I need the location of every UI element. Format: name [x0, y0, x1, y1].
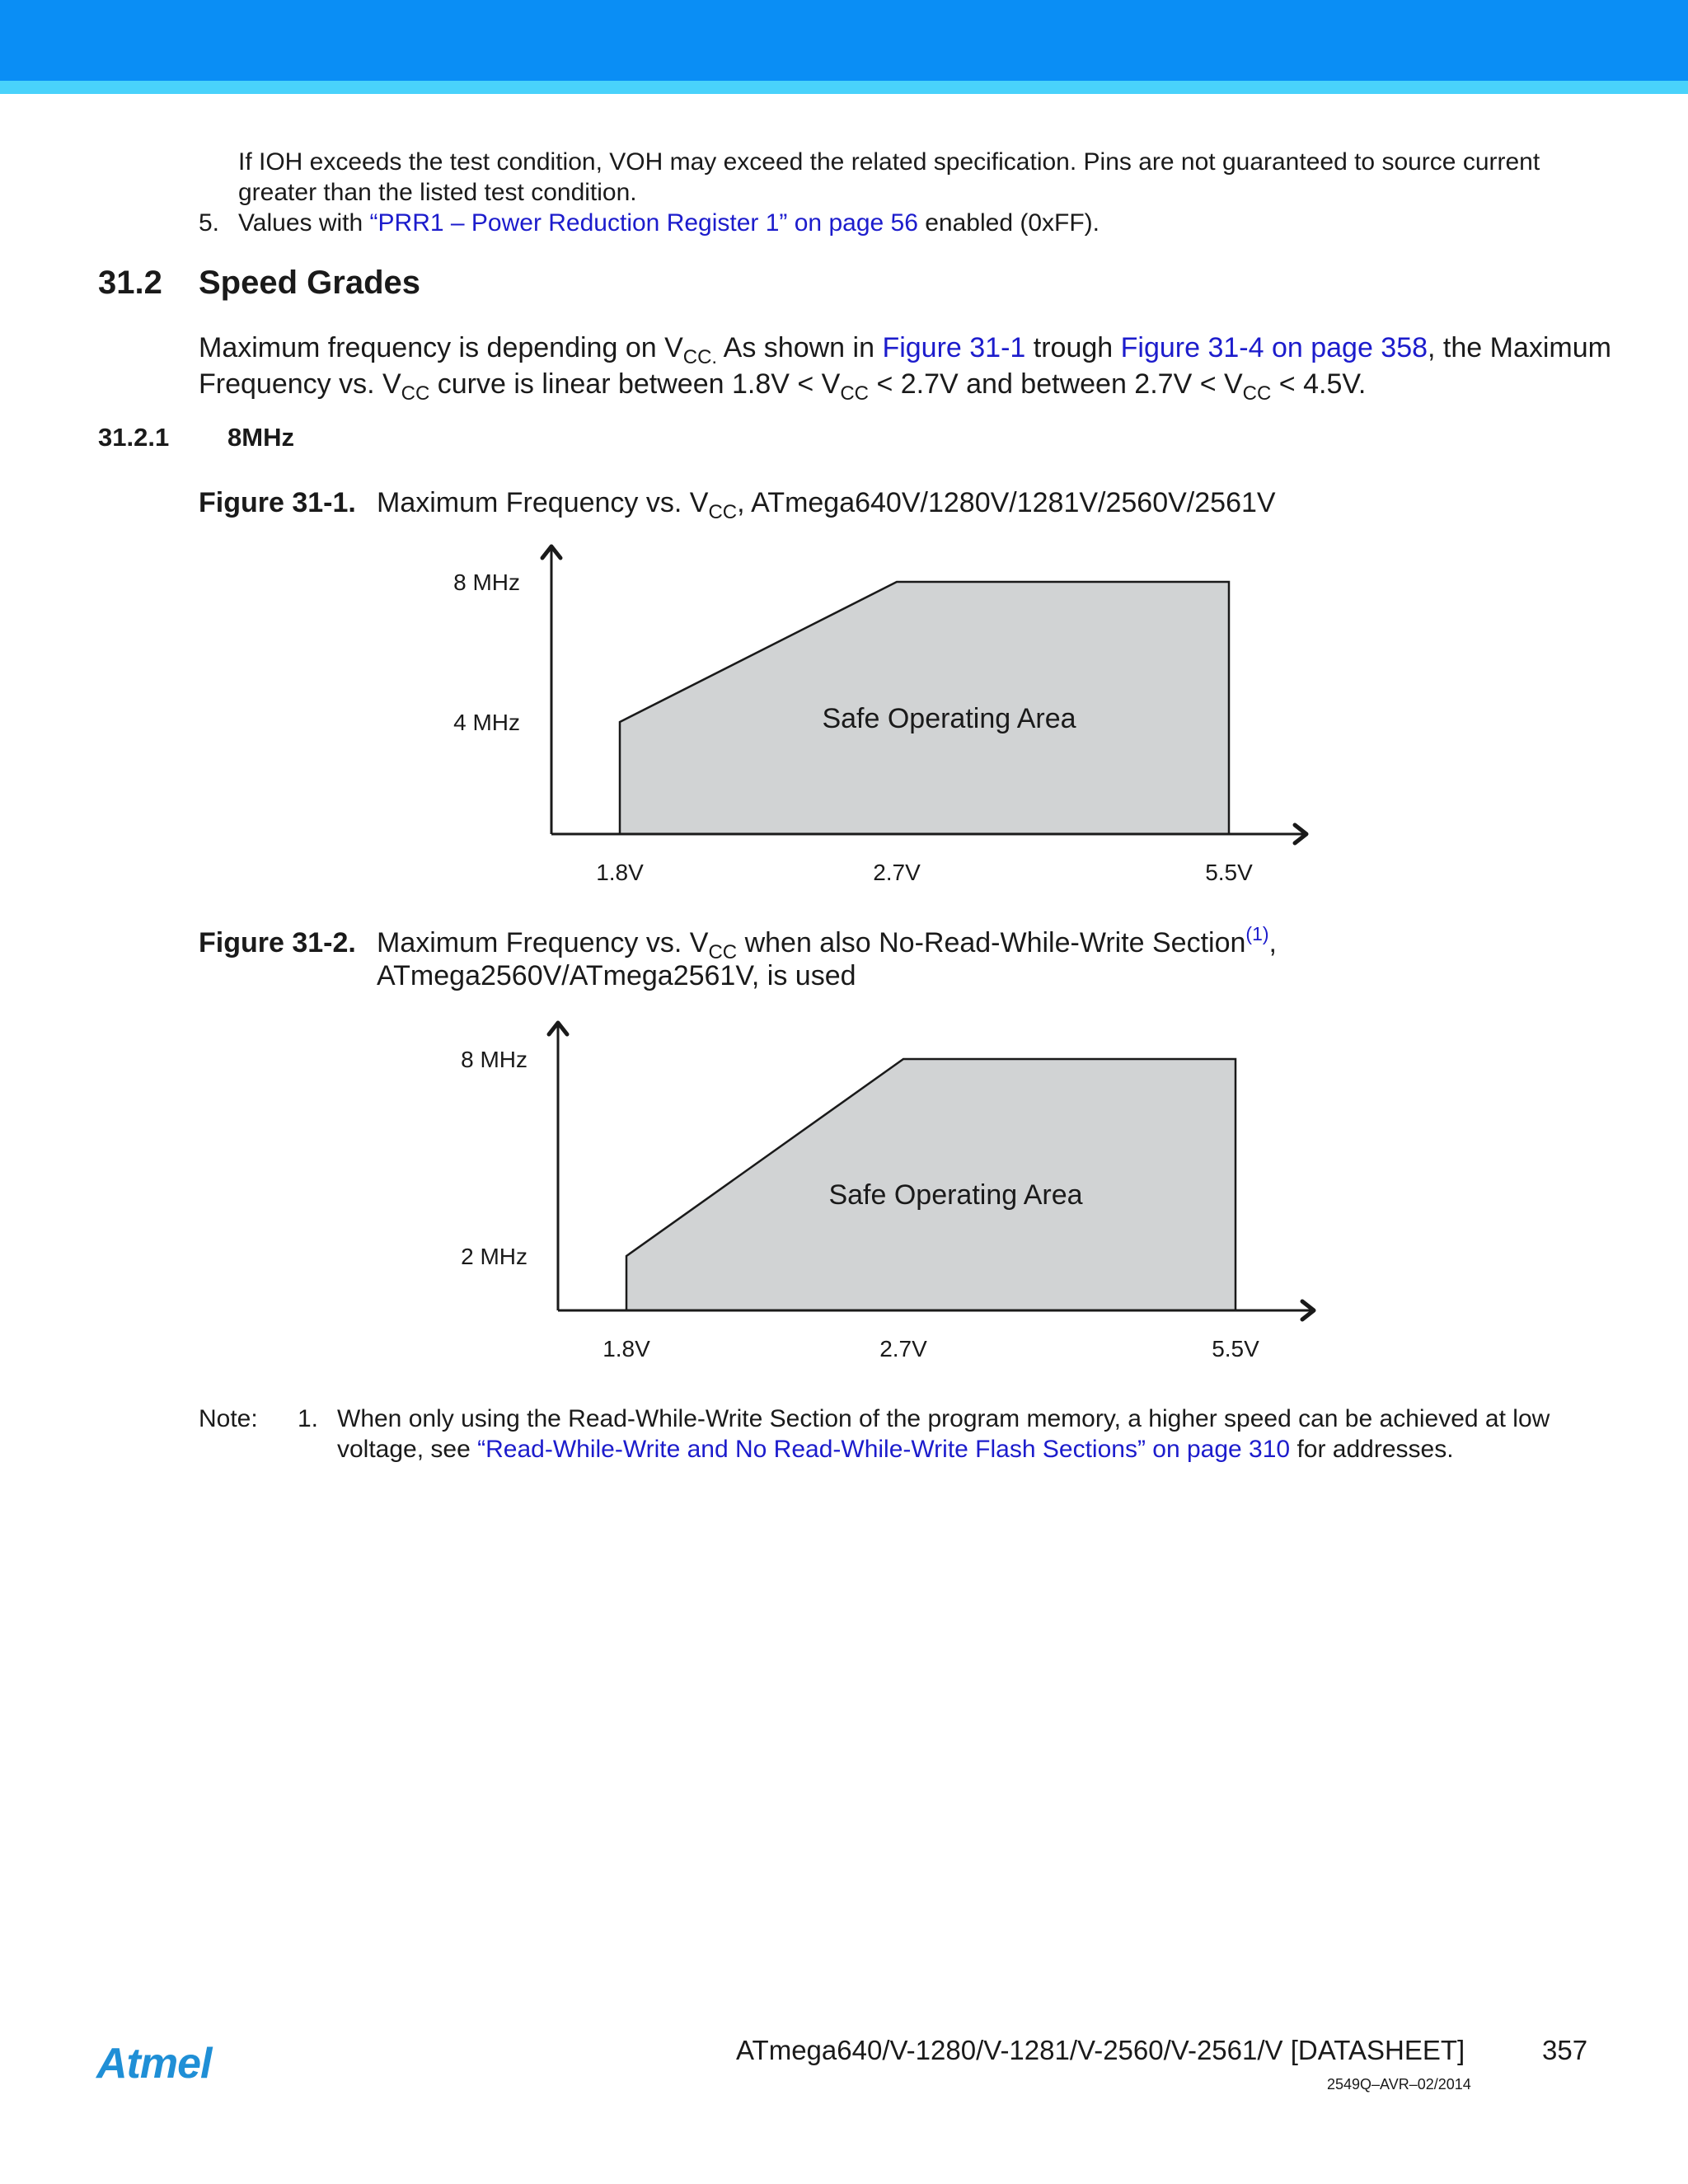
- note-line2-post: for addresses.: [1290, 1436, 1454, 1463]
- note-line2: [337, 1434, 1454, 1465]
- figure1-label-text: Figure 31-1.: [199, 487, 356, 518]
- p2-sub-cc-2: CC: [840, 382, 869, 405]
- figure2-label: [199, 926, 356, 960]
- p1-text-d: , the Maximum: [1428, 332, 1611, 363]
- x-tick-label: 1.8V: [596, 860, 644, 885]
- y-tick-label: 4 MHz: [453, 710, 520, 735]
- p2-text-d: < 4.5V.: [1271, 368, 1367, 400]
- figure2-cap-sub: CC: [708, 941, 738, 963]
- atmel-logo: Atmel: [96, 2040, 212, 2088]
- note5-pre: Values with: [238, 209, 370, 237]
- subsection-number: 31.2.1: [98, 423, 170, 452]
- footer-doc-title: ATmega640/V-1280/V-1281/V-2560/V-2561/V [DATASHEET]: [736, 2035, 1465, 2065]
- p1-text-a: Maximum frequency is depending on V: [199, 332, 683, 363]
- p2-sub-cc-1: CC: [401, 382, 430, 405]
- figure2-caption-line2: ATmega2560V/ATmega2561V, is used: [377, 960, 856, 991]
- subsection-title: 8MHz: [227, 423, 294, 452]
- figure1-cap-a: Maximum Frequency vs. V: [377, 487, 709, 518]
- rww-nrww-link[interactable]: “Read-While-Write and No Read-While-Write Flash Sections” on page 310: [477, 1436, 1291, 1463]
- note4-continuation-line2: greater than the listed test condition.: [238, 179, 637, 206]
- figure2-cap-a: Maximum Frequency vs. V: [377, 927, 709, 958]
- note-label: Note:: [199, 1405, 258, 1432]
- p2-text-c: < 2.7V and between 2.7V < V: [869, 368, 1243, 400]
- figure2-caption-line1: [377, 923, 1277, 963]
- p1-text-c: trough: [1025, 332, 1121, 363]
- footer-doc-code: 2549Q–AVR–02/2014: [1327, 2076, 1471, 2093]
- y-tick-label: 8 MHz: [461, 1047, 528, 1072]
- y-tick-label: 2 MHz: [461, 1244, 528, 1269]
- section-title: Speed Grades: [199, 265, 421, 301]
- note-line1: When only using the Read-While-Write Section of the program memory, a higher speed can be achieved at low: [337, 1405, 1550, 1432]
- safe-operating-area-label-2: Safe Operating Area: [828, 1179, 1083, 1211]
- figure2-label-text: Figure 31-2.: [199, 927, 356, 958]
- y-tick-label: 8 MHz: [453, 569, 520, 595]
- note5-link[interactable]: “PRR1 – Power Reduction Register 1” on page 56: [369, 209, 918, 237]
- safe-operating-area-label: Safe Operating Area: [822, 703, 1076, 734]
- figure1-cap-b: , ATmega640V/1280V/1281V/2560V/2561V: [737, 487, 1276, 518]
- x-tick-label: 5.5V: [1212, 1336, 1259, 1361]
- x-tick-label: 5.5V: [1205, 860, 1253, 885]
- footer-page-number: 357: [1542, 2035, 1588, 2065]
- p1-sub-cc: CC.: [682, 346, 718, 368]
- note-number: 1.: [298, 1405, 319, 1432]
- x-tick-label: 1.8V: [603, 1336, 650, 1361]
- figure2-cap-c: ,: [1268, 927, 1277, 958]
- note-line2-pre: voltage, see: [337, 1436, 478, 1463]
- figure1-cap-sub: CC: [708, 501, 738, 523]
- p1-text-b: As shown in: [717, 332, 883, 363]
- note5-number: 5.: [199, 209, 220, 237]
- x-tick-label: 2.7V: [879, 1336, 927, 1361]
- p2-text-a: Frequency vs. V: [199, 368, 401, 400]
- x-tick-label: 2.7V: [873, 860, 921, 885]
- note5-post: enabled (0xFF).: [917, 209, 1100, 237]
- figure-31-1-link[interactable]: Figure 31-1: [882, 332, 1026, 363]
- section-number: 31.2: [98, 265, 162, 301]
- figure-31-4-link[interactable]: Figure 31-4 on page 358: [1120, 332, 1428, 363]
- figure2-footnote-link[interactable]: (1): [1245, 923, 1269, 944]
- p2-sub-cc-3: CC: [1242, 382, 1272, 405]
- p2-text-b: curve is linear between 1.8V < V: [429, 368, 841, 400]
- figure2-cap-b: when also No-Read-While-Write Section: [737, 927, 1246, 958]
- note4-continuation-line1: If IOH exceeds the test condition, VOH may exceed the related specification. Pins are not guaranteed to source current: [238, 148, 1540, 176]
